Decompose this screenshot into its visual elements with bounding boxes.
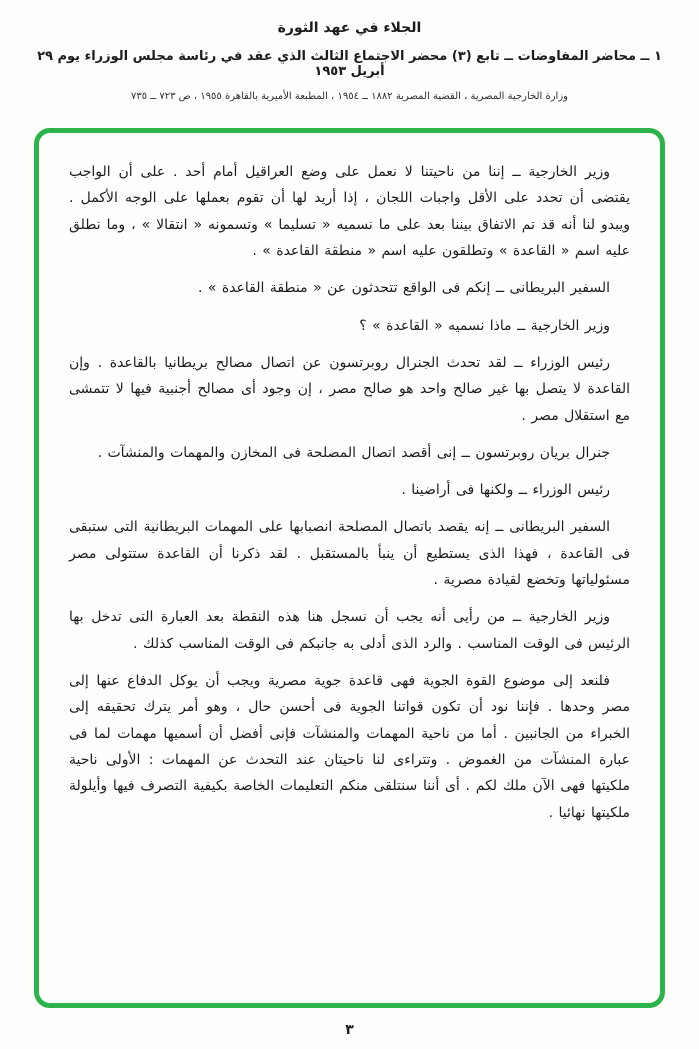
paragraph-prime-minister-2: رئيس الوزراء ــ ولكنها فى أراضينا . [401, 482, 610, 499]
source-citation: وزارة الخارجية المصرية ، القضية المصرية ١٨٨٢ ــ ١٩٥٤ ، المطبعة الأميرية بالقاهرة ١٩٥٥ ، ص ٧٢٣ ــ ٧٣٥ [130, 91, 568, 102]
paragraph-british-ambassador-2: السفير البريطانى ــ إنه يقصد باتصال المصلحة انصبابها على المهمات البريطانية التى ستبقى فى القاعدة ، فهذا الذى يستطيع أن ينبأ بالمستقبل . لقد ذكرنا أن القاعدة ستتولى مصر مسئولياتها وتخضع لقيادة مصرية . [69, 519, 630, 589]
highlight-border-box [34, 128, 665, 1008]
page-number: ٣ [345, 1022, 354, 1038]
document-footer [0, 1022, 699, 1038]
document-header [0, 20, 699, 102]
paragraph-prime-minister-1: رئيس الوزراء ــ لقد تحدث الجنرال روبرتسون عن اتصال مصالح بريطانيا بالقاعدة . وإن القاعدة لا يتصل بها غير صالح واحد هو صالح مصر ، إن وجود أى مصالح أجنبية فيها لا تتمشى مع استقلال مصر . [69, 354, 630, 424]
paragraph-foreign-minister-4: فلنعد إلى موضوع القوة الجوية فهى قاعدة جوية مصرية ويجب أن يوكل الدفاع عنها إلى مصر وحدها . فإننا نود أن تكون قواتنا الجوية فى أحسن حال ، وهو أمر يترك تحقيقه إلى الخبراء من الجانبين . أما من ناحية المهمات والمنشآت فإنى أفضل أن أسميها مهمات لما فى عبارة المنشآت من الغموض . وتتراءى لنا ناحيتان عند التحدث عن المهمات : الأولى ناحية ملكيتها فهى الآن ملك لكم . أى أننا سنتلقى منكم التعليمات الخاصة بكيفية التصرف فيها وأيلولة ملكيتها نهائيا . [69, 673, 630, 821]
paragraph-general-robertson: جنرال بريان روبرتسون ــ إنى أقصد اتصال المصلحة فى المخازن والمهمات والمنشآت . [97, 444, 610, 461]
paragraph-british-ambassador-1: السفير البريطانى ــ إنكم فى الواقع تتحدثون عن « منطقة القاعدة » . [197, 280, 610, 297]
paragraph-foreign-minister-3: وزير الخارجية ــ من رأيى أنه يجب أن نسجل هنا هذه النقطة بعد العبارة التى تدخل بها الرئيس فى الوقت المناسب . والرد الذى أدلى به جانبكم فى الوقت المناسب كذلك . [69, 609, 630, 652]
page-title: الجلاء في عهد الثورة [277, 20, 422, 36]
document-body [69, 159, 630, 826]
paragraph-foreign-minister-2: وزير الخارجية ــ ماذا نسميه « القاعدة » ؟ [359, 317, 610, 334]
paragraph-foreign-minister-1: وزير الخارجية ــ إننا من ناحيتنا لا نعمل على وضع العراقيل أمام أحد . على أن الواجب يقتضى أن تحدد على الأقل واجبات اللجان ، إذا أريد لها أن تقوم بعملها على الوجه الأكمل . ويبدو لنا أنه قد تم الاتفاق بيننا بعد على ما نسميه « تسليما » وتسمونه « انتقالا » ، وما نطلق عليه اسم « القاعدة » وتطلقون عليه اسم « منطقة القاعدة » . [69, 164, 630, 259]
document-subtitle: ١ ــ محاضر المفاوضات ــ تابع (٣) محضر الاجتماع الثالث الذي عقد في رئاسة مجلس الوزراء يوم ٢٩ أبريل ١٩٥٣ [37, 49, 662, 79]
